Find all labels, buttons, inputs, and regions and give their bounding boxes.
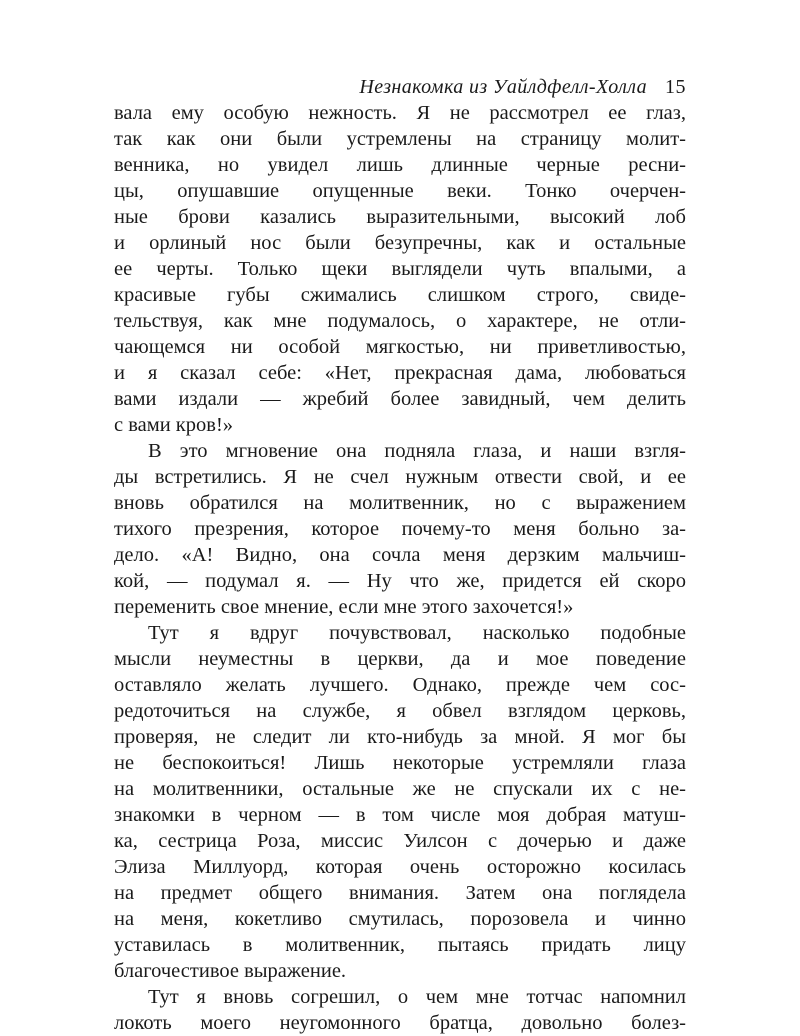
text-line: чающемся ни особой мягкостью, ни приветливостью, <box>114 336 686 358</box>
text-line: цы, опушавшие опущенные веки. Тонко очерчен- <box>114 180 686 202</box>
text-line: вновь обратился на молитвенник, но с выражением <box>114 492 686 514</box>
text-line: ные брови казались выразительными, высокий лоб <box>114 206 686 228</box>
text-line: тихого презрения, которое почему-то меня больно за- <box>114 518 686 540</box>
text-line: дело. «А! Видно, она сочла меня дерзким мальчиш- <box>114 544 686 566</box>
text-line: ды встретились. Я не счел нужным отвести свой, и ее <box>114 466 686 488</box>
text-line: кой, — подумал я. — Ну что же, придется ей скоро <box>114 570 686 592</box>
page-number: 15 <box>665 76 686 98</box>
text-line: и орлиный нос были безупречны, как и остальные <box>114 232 686 254</box>
text-line: ка, сестрица Роза, миссис Уилсон с дочерью и даже <box>114 830 686 852</box>
text-line: переменить свое мнение, если мне этого захочется!» <box>114 596 574 618</box>
text-line: на меня, кокетливо смутилась, порозовела и чинно <box>114 908 686 930</box>
text-line: красивые губы сжимались слишком строго, свиде- <box>114 284 686 306</box>
text-line: Тут я вновь согрешил, о чем мне тотчас напомнил <box>148 986 686 1008</box>
text-line: ее черты. Только щеки выглядели чуть впалыми, а <box>114 258 686 280</box>
text-line: вами издали — жребий более завидный, чем делить <box>114 388 686 410</box>
text-line: редоточиться на службе, я обвел взглядом церковь, <box>114 700 686 722</box>
running-header <box>114 74 686 100</box>
text-line: мысли неуместны в церкви, да и мое поведение <box>114 648 686 670</box>
text-line: Элиза Миллуорд, которая очень осторожно косилась <box>114 856 686 878</box>
text-line: венника, но увидел лишь длинные черные ресни- <box>114 154 686 176</box>
running-title: Незнакомка из Уайлдфелл-Холла <box>359 76 647 98</box>
text-line: локоть моего неугомонного братца, довольно болез- <box>114 1012 686 1034</box>
text-line: оставляло желать лучшего. Однако, прежде чем сос- <box>114 674 686 696</box>
text-line: так как они были устремлены на страницу молит- <box>114 128 686 150</box>
text-line: знакомки в черном — в том числе моя добрая матуш- <box>114 804 686 826</box>
text-line: вала ему особую нежность. Я не рассмотрел ее глаз, <box>114 102 686 124</box>
text-line: В это мгновение она подняла глаза, и наши взгля- <box>148 440 686 462</box>
text-line: благочестивое выражение. <box>114 960 347 982</box>
text-line: с вами кров!» <box>114 414 234 436</box>
text-line: не беспокоиться! Лишь некоторые устремляли глаза <box>114 752 686 774</box>
text-line: на молитвенники, остальные же не спускали их с не- <box>114 778 686 800</box>
text-line: Тут я вдруг почувствовал, насколько подобные <box>148 622 686 644</box>
text-line: уставилась в молитвенник, пытаясь придать лицу <box>114 934 686 956</box>
text-line: и я сказал себе: «Нет, прекрасная дама, любоваться <box>114 362 686 384</box>
body-text <box>114 100 686 1036</box>
text-line: тельствуя, как мне подумалось, о характере, не отли- <box>114 310 686 332</box>
text-line: проверяя, не следит ли кто-нибудь за мной. Я мог бы <box>114 726 686 748</box>
text-line: на предмет общего внимания. Затем она поглядела <box>114 882 686 904</box>
book-page <box>114 74 686 1036</box>
